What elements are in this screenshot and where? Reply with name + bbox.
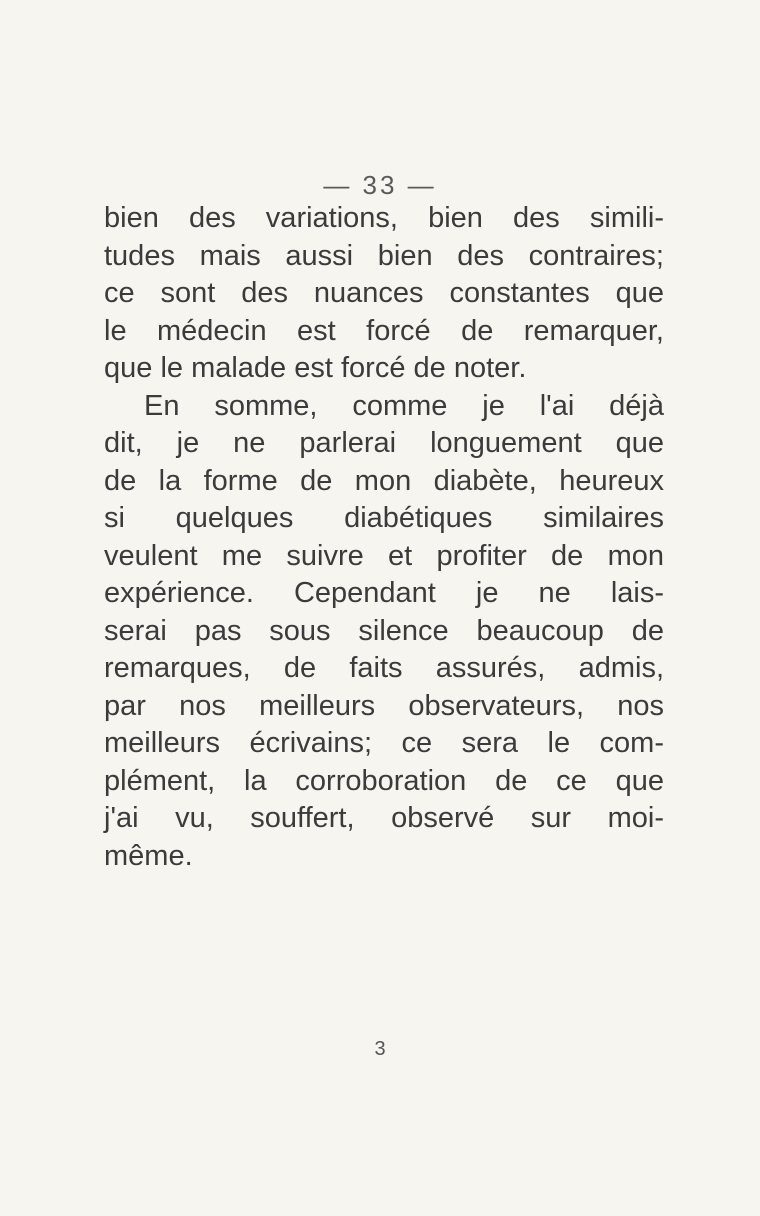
text-line: meilleurs écrivains; ce sera le com- (104, 727, 664, 759)
text-line: par nos meilleurs observateurs, nos (104, 689, 664, 722)
text-line: dit, je ne parlerai longuement que (104, 427, 664, 459)
text-line: le médecin est forcé de remarquer, (104, 314, 664, 347)
text-line: En somme, comme je l'ai déjà (144, 389, 664, 422)
text-line: si quelques diabétiques similaires (104, 502, 664, 534)
text-line: ce sont des nuances constantes que (104, 277, 664, 309)
text-line: plément, la corroboration de ce que (104, 764, 664, 797)
text-line: serai pas sous silence beaucoup de (104, 614, 664, 647)
text-line: de la forme de mon diabète, heureux (104, 464, 664, 497)
text-line: que le malade est forcé de noter. (104, 352, 527, 384)
text-line: bien des variations, bien des simili- (104, 202, 664, 234)
text-line: tudes mais aussi bien des contraires; (104, 239, 664, 272)
body-text (104, 200, 664, 875)
signature-mark: 3 (374, 1038, 386, 1060)
text-line: même. (104, 839, 193, 872)
page-number-header: — 33 — (323, 170, 437, 200)
text-line: remarques, de faits assurés, admis, (104, 652, 664, 684)
text-line: veulent me suivre et profiter de mon (104, 539, 664, 572)
text-line: j'ai vu, souffert, observé sur moi- (104, 802, 664, 834)
text-line: expérience. Cependant je ne lais- (104, 577, 664, 609)
